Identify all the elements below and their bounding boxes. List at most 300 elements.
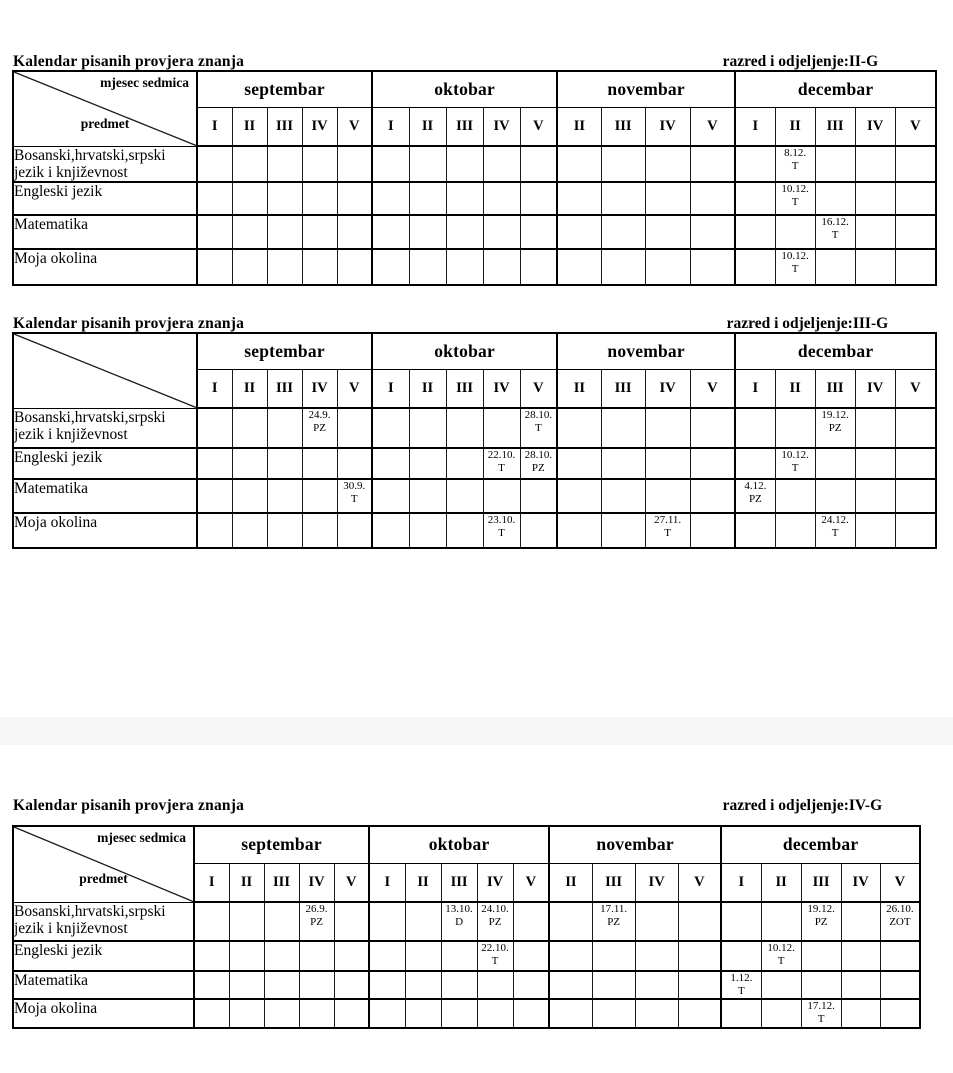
exam-type-code: T — [817, 1012, 825, 1025]
subject-label: Moja okolina — [13, 513, 197, 548]
empty-cell — [761, 902, 801, 941]
page-title: Kalendar pisanih provjera znanja — [13, 53, 245, 70]
week-header: II — [557, 369, 601, 408]
week-header: V — [334, 863, 369, 902]
empty-cell — [441, 941, 477, 971]
diagonal-line — [14, 334, 196, 408]
subject-label: Bosanski,hrvatski,srpski jezik i književnost — [13, 902, 194, 941]
empty-cell — [446, 146, 483, 182]
week-header: II — [549, 863, 592, 902]
empty-cell — [678, 941, 721, 971]
month-header-oktobar: oktobar — [369, 826, 549, 863]
empty-cell — [405, 902, 441, 941]
week-header: III — [592, 863, 635, 902]
week-header: V — [513, 863, 549, 902]
calendar-table-ii-g — [12, 70, 937, 286]
week-header: III — [815, 369, 855, 408]
exam-type-code: PZ — [313, 421, 326, 434]
empty-cell — [334, 941, 369, 971]
empty-cell — [815, 182, 855, 215]
empty-cell — [197, 408, 232, 448]
empty-cell — [302, 479, 337, 513]
empty-cell — [299, 941, 334, 971]
empty-cell — [483, 408, 520, 448]
empty-cell — [483, 215, 520, 249]
week-header: III — [446, 107, 483, 146]
empty-cell — [513, 999, 549, 1028]
empty-cell — [520, 513, 557, 548]
empty-cell — [855, 146, 895, 182]
empty-cell — [855, 249, 895, 285]
exam-type-code: T — [664, 526, 671, 539]
empty-cell — [337, 408, 372, 448]
empty-cell — [520, 479, 557, 513]
table-header-row — [12, 53, 937, 70]
exam-date: 27.11. — [654, 514, 682, 526]
empty-cell — [721, 902, 761, 941]
exam-entry-cell — [815, 513, 855, 548]
empty-cell — [690, 182, 735, 215]
week-header: I — [197, 107, 232, 146]
exam-type-code: PZ — [607, 915, 621, 928]
empty-cell — [601, 408, 645, 448]
week-header: II — [229, 863, 264, 902]
exam-date: 24.12. — [821, 514, 849, 526]
empty-cell — [635, 999, 678, 1028]
empty-cell — [405, 971, 441, 999]
empty-cell — [232, 215, 267, 249]
exam-type-code: D — [455, 915, 464, 928]
empty-cell — [409, 513, 446, 548]
empty-cell — [645, 146, 690, 182]
week-header: V — [678, 863, 721, 902]
exam-date: 28.10. — [524, 409, 553, 421]
exam-entry-cell — [815, 215, 855, 249]
class-label: razred i odjeljenje:III-G — [726, 315, 889, 332]
subject-row — [13, 971, 920, 999]
empty-cell — [895, 146, 936, 182]
week-header: II — [557, 107, 601, 146]
empty-cell — [895, 479, 936, 513]
exam-type-code: T — [791, 159, 799, 172]
empty-cell — [267, 479, 302, 513]
subject-label: Matematika — [13, 479, 197, 513]
subject-row — [13, 146, 936, 182]
exam-entry-cell — [801, 902, 841, 941]
empty-cell — [645, 215, 690, 249]
week-header: II — [232, 369, 267, 408]
week-header: IV — [645, 369, 690, 408]
empty-cell — [592, 999, 635, 1028]
empty-cell — [483, 146, 520, 182]
empty-cell — [483, 182, 520, 215]
empty-cell — [369, 941, 405, 971]
month-header-decembar: decembar — [721, 826, 920, 863]
exam-date: 10.12. — [767, 942, 795, 954]
empty-cell — [409, 182, 446, 215]
empty-cell — [549, 971, 592, 999]
empty-cell — [895, 513, 936, 548]
exam-entry-cell — [775, 249, 815, 285]
exam-date: 8.12. — [784, 147, 807, 159]
subject-row — [13, 513, 936, 548]
exam-date: 10.12. — [781, 449, 809, 461]
month-header-oktobar: oktobar — [372, 333, 557, 369]
empty-cell — [815, 479, 855, 513]
empty-cell — [267, 215, 302, 249]
empty-cell — [302, 448, 337, 479]
empty-cell — [557, 408, 601, 448]
exam-entry-cell — [735, 479, 775, 513]
empty-cell — [337, 448, 372, 479]
empty-cell — [409, 448, 446, 479]
empty-cell — [334, 902, 369, 941]
empty-cell — [302, 182, 337, 215]
exam-entry-cell — [477, 941, 513, 971]
calendar-table-iv-g — [12, 825, 921, 1029]
empty-cell — [477, 999, 513, 1028]
empty-cell — [372, 513, 409, 548]
exam-date: 10.12. — [781, 183, 809, 195]
exam-entry-cell — [645, 513, 690, 548]
empty-cell — [880, 971, 920, 999]
week-header: II — [232, 107, 267, 146]
page-title: Kalendar pisanih provjera znanja — [13, 315, 245, 332]
exam-entry-cell — [761, 941, 801, 971]
week-header: V — [520, 107, 557, 146]
empty-cell — [721, 941, 761, 971]
empty-cell — [735, 513, 775, 548]
class-label: razred i odjeljenje:II-G — [722, 53, 879, 70]
week-header: IV — [299, 863, 334, 902]
exam-entry-cell — [592, 902, 635, 941]
exam-date: 17.11. — [600, 903, 628, 915]
empty-cell — [855, 215, 895, 249]
empty-cell — [194, 971, 229, 999]
exam-entry-cell — [721, 971, 761, 999]
month-header-novembar: novembar — [557, 71, 735, 107]
empty-cell — [557, 513, 601, 548]
empty-cell — [815, 249, 855, 285]
week-header: I — [369, 863, 405, 902]
subject-row — [13, 902, 920, 941]
exam-entry-cell — [520, 448, 557, 479]
empty-cell — [601, 182, 645, 215]
subject-row — [13, 182, 936, 215]
subject-row — [13, 479, 936, 513]
empty-cell — [446, 479, 483, 513]
exam-date: 19.12. — [821, 409, 849, 421]
empty-cell — [409, 146, 446, 182]
exam-type-code: T — [791, 262, 799, 275]
empty-cell — [197, 479, 232, 513]
empty-cell — [446, 448, 483, 479]
exam-entry-cell — [337, 479, 372, 513]
empty-cell — [855, 448, 895, 479]
exam-type-code: T — [777, 954, 785, 967]
empty-cell — [264, 971, 299, 999]
week-header: V — [337, 107, 372, 146]
empty-cell — [334, 999, 369, 1028]
empty-cell — [441, 999, 477, 1028]
empty-cell — [513, 902, 549, 941]
week-header: III — [267, 107, 302, 146]
week-header: III — [441, 863, 477, 902]
empty-cell — [520, 182, 557, 215]
month-header-septembar: septembar — [197, 71, 372, 107]
empty-cell — [557, 249, 601, 285]
week-header: I — [721, 863, 761, 902]
empty-cell — [446, 215, 483, 249]
empty-cell — [855, 182, 895, 215]
empty-cell — [302, 513, 337, 548]
corner-label-month-week: mjesec sedmica — [97, 830, 186, 845]
subject-row — [13, 215, 936, 249]
empty-cell — [232, 249, 267, 285]
empty-cell — [372, 146, 409, 182]
exam-date: 19.12. — [807, 903, 835, 915]
corner-cell — [13, 71, 197, 146]
week-header: III — [601, 369, 645, 408]
week-header: IV — [635, 863, 678, 902]
week-header: I — [194, 863, 229, 902]
exam-type-code: T — [498, 526, 505, 539]
empty-cell — [337, 215, 372, 249]
empty-cell — [513, 971, 549, 999]
empty-cell — [520, 215, 557, 249]
empty-cell — [232, 146, 267, 182]
exam-date: 28.10. — [524, 449, 553, 461]
exam-date: 13.10. — [445, 903, 473, 915]
empty-cell — [267, 182, 302, 215]
empty-cell — [229, 902, 264, 941]
empty-cell — [337, 249, 372, 285]
exam-type-code: PZ — [748, 492, 762, 505]
exam-date: 24.9. — [308, 409, 331, 421]
exam-type-code: T — [498, 461, 505, 474]
empty-cell — [264, 999, 299, 1028]
exam-entry-cell — [441, 902, 477, 941]
empty-cell — [775, 479, 815, 513]
week-header: IV — [855, 369, 895, 408]
exam-type-code: T — [791, 461, 799, 474]
exam-type-code: T — [491, 954, 499, 967]
empty-cell — [337, 513, 372, 548]
empty-cell — [267, 408, 302, 448]
empty-cell — [557, 146, 601, 182]
month-header-novembar: novembar — [549, 826, 721, 863]
week-header: II — [409, 107, 446, 146]
corner-cell — [13, 826, 194, 902]
week-header: III — [815, 107, 855, 146]
empty-cell — [635, 902, 678, 941]
empty-cell — [678, 902, 721, 941]
empty-cell — [267, 146, 302, 182]
empty-cell — [194, 902, 229, 941]
subject-label: Engleski jezik — [13, 448, 197, 479]
exam-type-code: PZ — [814, 915, 828, 928]
week-header: III — [446, 369, 483, 408]
empty-cell — [302, 215, 337, 249]
exam-type-code: PZ — [531, 461, 545, 474]
empty-cell — [372, 448, 409, 479]
exam-type-code: ZOT — [889, 915, 911, 928]
subject-row — [13, 999, 920, 1028]
empty-cell — [483, 479, 520, 513]
empty-cell — [735, 448, 775, 479]
empty-cell — [232, 408, 267, 448]
empty-cell — [264, 941, 299, 971]
empty-cell — [194, 941, 229, 971]
week-header: IV — [645, 107, 690, 146]
empty-cell — [895, 448, 936, 479]
calendar-section-iii-g — [12, 315, 937, 549]
empty-cell — [601, 146, 645, 182]
week-header: II — [405, 863, 441, 902]
subject-row — [13, 448, 936, 479]
empty-cell — [483, 249, 520, 285]
empty-cell — [895, 182, 936, 215]
empty-cell — [645, 479, 690, 513]
empty-cell — [197, 249, 232, 285]
empty-cell — [635, 971, 678, 999]
empty-cell — [801, 941, 841, 971]
calendar-section-ii-g — [12, 53, 937, 286]
empty-cell — [645, 182, 690, 215]
empty-cell — [372, 408, 409, 448]
empty-cell — [369, 902, 405, 941]
empty-cell — [557, 448, 601, 479]
exam-date: 16.12. — [821, 216, 849, 228]
empty-cell — [520, 249, 557, 285]
exam-date: 30.9. — [343, 480, 366, 492]
calendar-section-iv-g — [12, 797, 921, 1029]
exam-date: 1.12. — [730, 972, 753, 984]
week-header: I — [372, 107, 409, 146]
empty-cell — [197, 182, 232, 215]
week-header: IV — [302, 107, 337, 146]
table-header-row — [12, 797, 921, 814]
week-header: III — [601, 107, 645, 146]
empty-cell — [477, 971, 513, 999]
empty-cell — [880, 999, 920, 1028]
week-header: III — [801, 863, 841, 902]
exam-date: 4.12. — [744, 480, 767, 492]
empty-cell — [232, 513, 267, 548]
week-header: V — [895, 369, 936, 408]
empty-cell — [775, 408, 815, 448]
exam-date: 24.10. — [481, 903, 509, 915]
empty-cell — [592, 971, 635, 999]
empty-cell — [690, 215, 735, 249]
empty-cell — [601, 513, 645, 548]
empty-cell — [601, 215, 645, 249]
week-header: V — [690, 369, 735, 408]
empty-cell — [267, 249, 302, 285]
corner-cell — [13, 333, 197, 408]
week-header: V — [337, 369, 372, 408]
empty-cell — [446, 408, 483, 448]
exam-date: 22.10. — [487, 449, 516, 461]
empty-cell — [372, 479, 409, 513]
subject-label: Bosanski,hrvatski,srpski jezik i književnost — [13, 146, 197, 182]
subject-label: Engleski jezik — [13, 182, 197, 215]
exam-type-code: T — [737, 984, 745, 997]
week-header: IV — [841, 863, 880, 902]
subject-label: Engleski jezik — [13, 941, 194, 971]
empty-cell — [690, 479, 735, 513]
exam-entry-cell — [815, 408, 855, 448]
empty-cell — [372, 249, 409, 285]
week-header: IV — [855, 107, 895, 146]
week-header: V — [690, 107, 735, 146]
subject-row — [13, 249, 936, 285]
empty-cell — [299, 971, 334, 999]
empty-cell — [775, 513, 815, 548]
empty-cell — [409, 215, 446, 249]
corner-label-subject: predmet — [79, 871, 128, 886]
week-header: IV — [483, 107, 520, 146]
week-header: I — [735, 107, 775, 146]
empty-cell — [761, 999, 801, 1028]
empty-cell — [197, 513, 232, 548]
empty-cell — [895, 249, 936, 285]
empty-cell — [446, 513, 483, 548]
empty-cell — [299, 999, 334, 1028]
empty-cell — [409, 408, 446, 448]
exam-date: 26.10. — [886, 903, 914, 915]
empty-cell — [549, 999, 592, 1028]
page-title: Kalendar pisanih provjera znanja — [13, 797, 245, 814]
exam-type-code: PZ — [488, 915, 502, 928]
exam-date: 23.10. — [487, 514, 516, 526]
empty-cell — [520, 146, 557, 182]
empty-cell — [735, 146, 775, 182]
exam-entry-cell — [302, 408, 337, 448]
exam-type-code: T — [534, 421, 542, 434]
month-header-decembar: decembar — [735, 333, 936, 369]
week-header: II — [761, 863, 801, 902]
empty-cell — [194, 999, 229, 1028]
empty-cell — [678, 999, 721, 1028]
empty-cell — [229, 941, 264, 971]
empty-cell — [841, 971, 880, 999]
empty-cell — [645, 408, 690, 448]
empty-cell — [775, 215, 815, 249]
empty-cell — [721, 999, 761, 1028]
month-header-septembar: septembar — [197, 333, 372, 369]
exam-type-code: PZ — [310, 915, 323, 928]
month-header-novembar: novembar — [557, 333, 735, 369]
week-header: III — [264, 863, 299, 902]
month-header-septembar: septembar — [194, 826, 369, 863]
week-header: V — [880, 863, 920, 902]
subject-row — [13, 408, 936, 448]
empty-cell — [267, 448, 302, 479]
exam-date: 22.10. — [481, 942, 509, 954]
empty-cell — [232, 448, 267, 479]
empty-cell — [369, 999, 405, 1028]
empty-cell — [549, 941, 592, 971]
empty-cell — [441, 971, 477, 999]
exam-type-code: T — [831, 228, 839, 241]
table-header-row — [12, 315, 937, 332]
empty-cell — [855, 408, 895, 448]
empty-cell — [690, 513, 735, 548]
week-header: IV — [483, 369, 520, 408]
empty-cell — [880, 941, 920, 971]
exam-entry-cell — [880, 902, 920, 941]
